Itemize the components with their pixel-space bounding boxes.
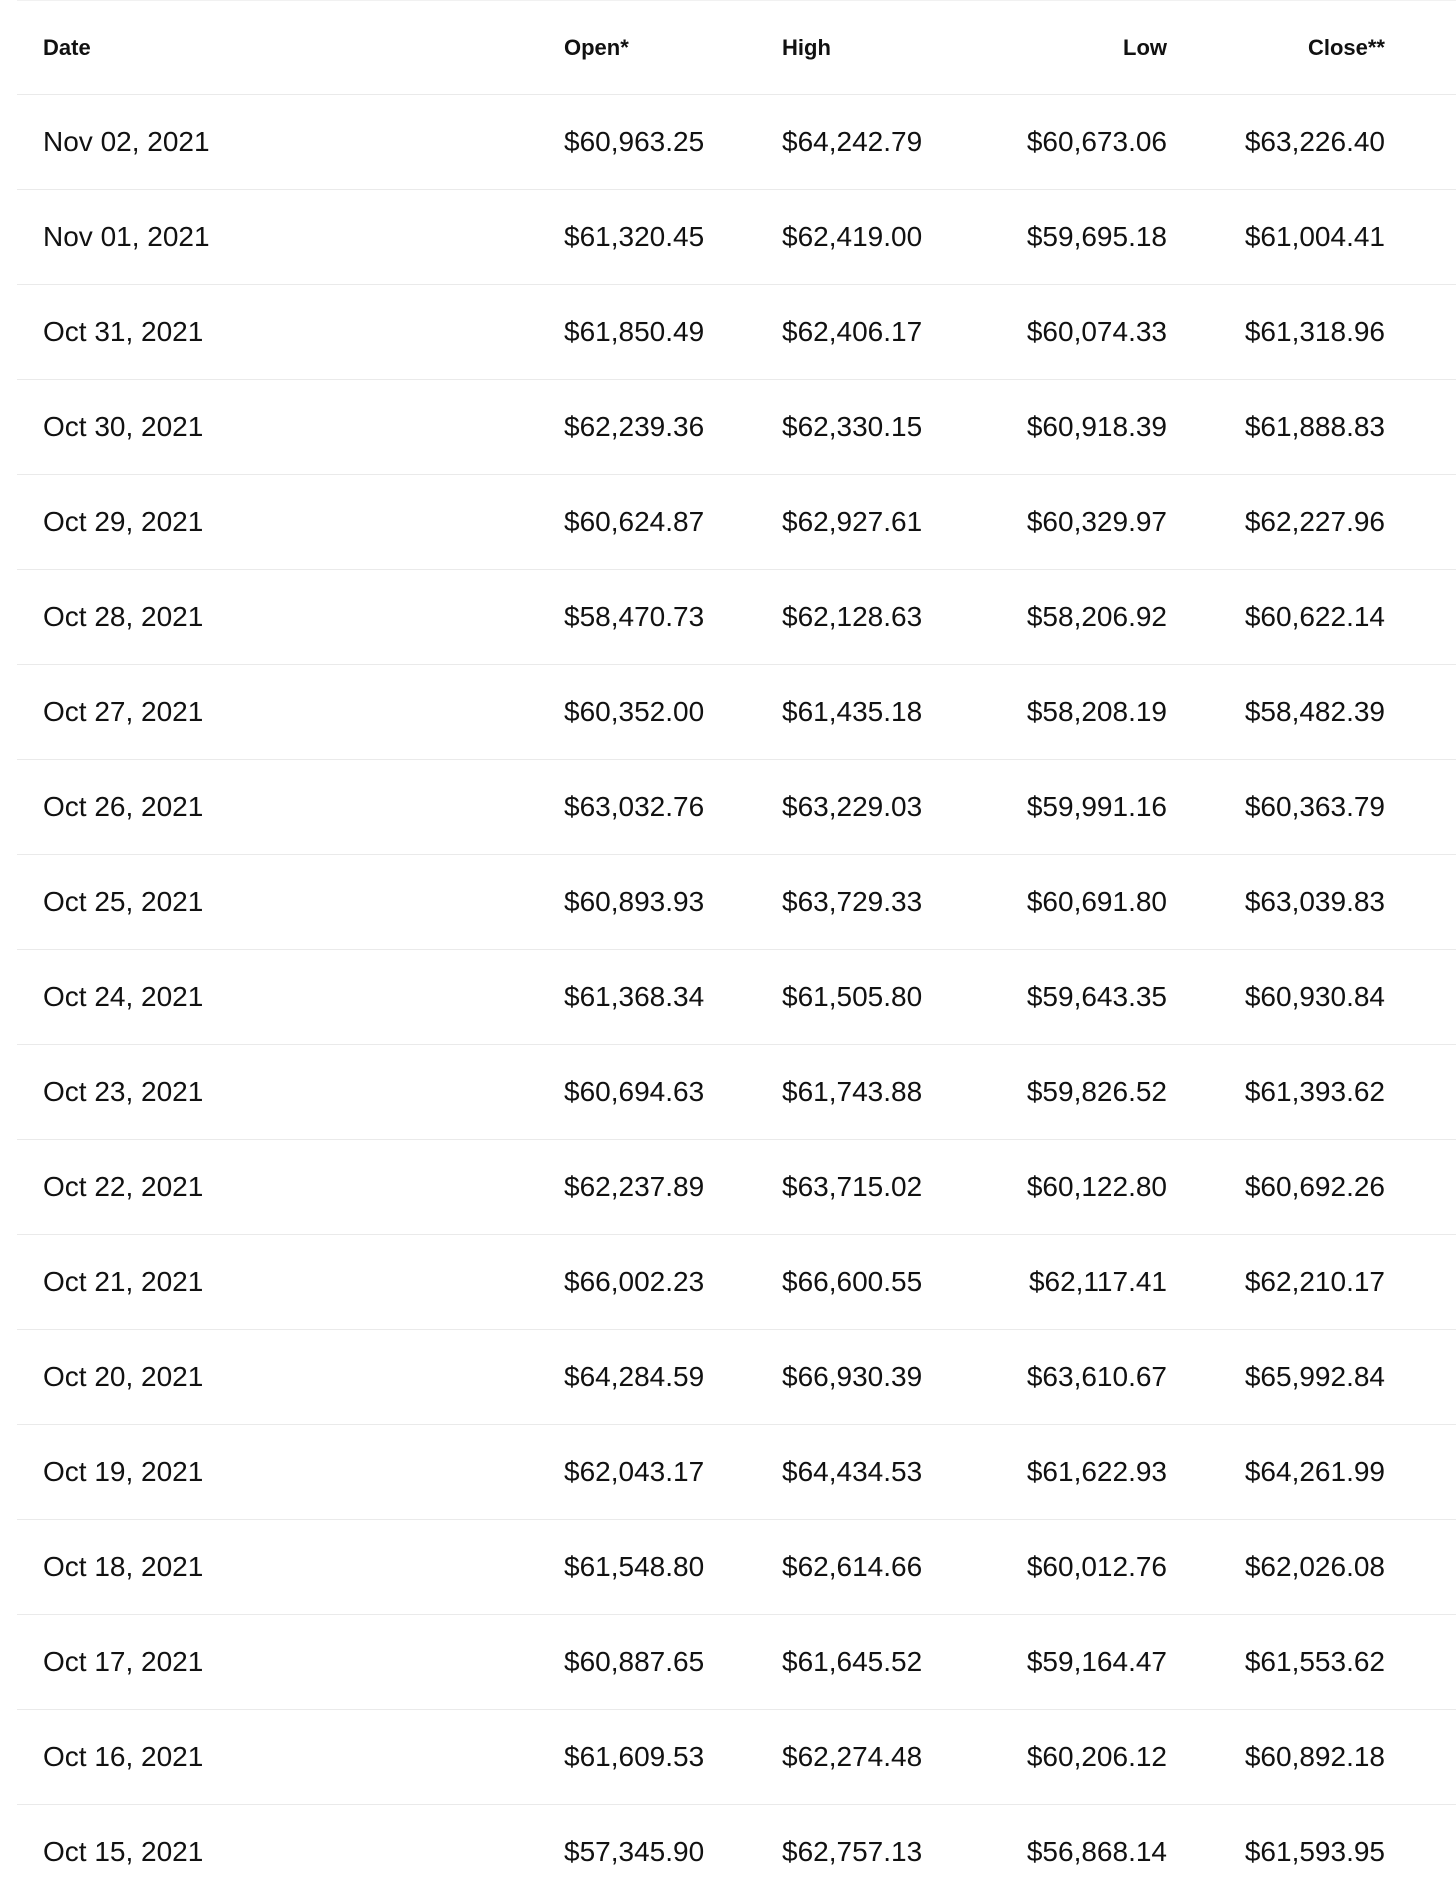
cell-open: $64,284.59 xyxy=(564,1361,705,1392)
cell-close: $62,227.96 xyxy=(1244,506,1385,537)
table-row xyxy=(17,1140,1456,1235)
cell-high: $61,435.18 xyxy=(782,696,923,727)
cell-close: $58,482.39 xyxy=(1244,696,1385,727)
cell-high: $62,406.17 xyxy=(782,316,923,347)
table-row xyxy=(17,285,1456,380)
cell-high: $62,274.48 xyxy=(782,1741,923,1772)
cell-date: Nov 01, 2021 xyxy=(43,221,210,252)
cell-low: $59,164.47 xyxy=(1026,1646,1167,1677)
table-row xyxy=(17,380,1456,475)
cell-high: $62,128.63 xyxy=(782,601,923,632)
cell-close: $61,553.62 xyxy=(1244,1646,1385,1677)
header-low[interactable]: Low xyxy=(1123,35,1167,60)
table-row xyxy=(17,1235,1456,1330)
cell-close: $61,318.96 xyxy=(1244,316,1385,347)
cell-low: $56,868.14 xyxy=(1026,1836,1167,1867)
header-close[interactable]: Close** xyxy=(1307,35,1385,60)
cell-open: $60,887.65 xyxy=(564,1646,705,1677)
cell-date: Oct 21, 2021 xyxy=(43,1266,204,1297)
cell-date: Oct 15, 2021 xyxy=(43,1836,204,1867)
cell-low: $58,208.19 xyxy=(1026,696,1167,727)
cell-open: $60,893.93 xyxy=(564,886,705,917)
cell-high: $63,715.02 xyxy=(782,1171,923,1202)
cell-close: $60,692.26 xyxy=(1244,1171,1385,1202)
cell-low: $63,610.67 xyxy=(1026,1361,1167,1392)
cell-date: Oct 23, 2021 xyxy=(43,1076,204,1107)
cell-high: $64,242.79 xyxy=(782,126,923,157)
cell-close: $65,992.84 xyxy=(1244,1361,1385,1392)
cell-low: $59,826.52 xyxy=(1026,1076,1167,1107)
cell-date: Oct 16, 2021 xyxy=(43,1741,204,1772)
cell-high: $62,614.66 xyxy=(782,1551,923,1582)
cell-low: $60,012.76 xyxy=(1026,1551,1167,1582)
cell-close: $60,622.14 xyxy=(1244,601,1385,632)
table-row xyxy=(17,190,1456,285)
table-row xyxy=(17,1330,1456,1425)
header-date[interactable]: Date xyxy=(43,35,91,60)
cell-close: $61,004.41 xyxy=(1244,221,1385,252)
cell-date: Oct 22, 2021 xyxy=(43,1171,204,1202)
table-row xyxy=(17,570,1456,665)
cell-date: Oct 31, 2021 xyxy=(43,316,204,347)
table-row xyxy=(17,95,1456,190)
table-row xyxy=(17,855,1456,950)
cell-open: $63,032.76 xyxy=(564,791,705,822)
cell-open: $60,352.00 xyxy=(564,696,705,727)
cell-high: $66,930.39 xyxy=(782,1361,923,1392)
cell-low: $59,695.18 xyxy=(1026,221,1167,252)
table-row xyxy=(17,475,1456,570)
cell-open: $61,609.53 xyxy=(564,1741,705,1772)
cell-close: $63,226.40 xyxy=(1244,126,1385,157)
cell-open: $61,850.49 xyxy=(564,316,705,347)
cell-high: $63,229.03 xyxy=(782,791,923,822)
table-row xyxy=(17,1710,1456,1805)
cell-close: $61,593.95 xyxy=(1244,1836,1385,1867)
table-row xyxy=(17,1615,1456,1710)
cell-date: Oct 29, 2021 xyxy=(43,506,204,537)
cell-low: $60,122.80 xyxy=(1026,1171,1167,1202)
table-row xyxy=(17,1425,1456,1520)
cell-open: $60,963.25 xyxy=(564,126,705,157)
cell-low: $60,206.12 xyxy=(1026,1741,1167,1772)
cell-high: $62,419.00 xyxy=(782,221,923,252)
cell-date: Oct 19, 2021 xyxy=(43,1456,204,1487)
cell-high: $63,729.33 xyxy=(782,886,923,917)
header-high[interactable]: High xyxy=(782,35,831,60)
cell-low: $59,643.35 xyxy=(1026,981,1167,1012)
table-row xyxy=(17,1045,1456,1140)
cell-date: Oct 20, 2021 xyxy=(43,1361,204,1392)
header-open[interactable]: Open* xyxy=(564,35,629,60)
cell-low: $60,918.39 xyxy=(1026,411,1167,442)
cell-high: $62,330.15 xyxy=(782,411,923,442)
cell-close: $61,888.83 xyxy=(1244,411,1385,442)
cell-open: $62,043.17 xyxy=(564,1456,705,1487)
cell-high: $61,743.88 xyxy=(782,1076,923,1107)
cell-close: $62,026.08 xyxy=(1244,1551,1385,1582)
cell-low: $61,622.93 xyxy=(1026,1456,1167,1487)
cell-date: Oct 30, 2021 xyxy=(43,411,204,442)
cell-high: $61,505.80 xyxy=(782,981,923,1012)
cell-open: $60,624.87 xyxy=(564,506,705,537)
cell-high: $64,434.53 xyxy=(782,1456,923,1487)
cell-open: $61,548.80 xyxy=(564,1551,705,1582)
cell-open: $60,694.63 xyxy=(564,1076,705,1107)
cell-date: Oct 28, 2021 xyxy=(43,601,204,632)
table-row xyxy=(17,1805,1456,1889)
cell-close: $63,039.83 xyxy=(1244,886,1385,917)
table-row xyxy=(17,950,1456,1045)
cell-open: $66,002.23 xyxy=(564,1266,705,1297)
table-header-row xyxy=(17,0,1456,95)
cell-open: $58,470.73 xyxy=(564,601,705,632)
cell-low: $62,117.41 xyxy=(1028,1266,1167,1297)
cell-date: Oct 25, 2021 xyxy=(43,886,204,917)
cell-high: $62,927.61 xyxy=(782,506,923,537)
historical-data-table xyxy=(17,0,1456,1889)
cell-date: Nov 02, 2021 xyxy=(43,126,210,157)
cell-open: $61,368.34 xyxy=(564,981,705,1012)
table-body xyxy=(17,95,1456,1889)
cell-close: $60,930.84 xyxy=(1244,981,1385,1012)
cell-date: Oct 26, 2021 xyxy=(43,791,204,822)
cell-low: $60,673.06 xyxy=(1026,126,1167,157)
cell-low: $60,074.33 xyxy=(1026,316,1167,347)
table-row xyxy=(17,1520,1456,1615)
cell-date: Oct 24, 2021 xyxy=(43,981,204,1012)
cell-close: $61,393.62 xyxy=(1244,1076,1385,1107)
cell-high: $61,645.52 xyxy=(782,1646,923,1677)
cell-open: $62,239.36 xyxy=(564,411,705,442)
cell-low: $60,329.97 xyxy=(1026,506,1167,537)
cell-open: $62,237.89 xyxy=(564,1171,705,1202)
cell-close: $64,261.99 xyxy=(1244,1456,1385,1487)
cell-date: Oct 17, 2021 xyxy=(43,1646,204,1677)
cell-high: $62,757.13 xyxy=(782,1836,923,1867)
table-row xyxy=(17,665,1456,760)
cell-high: $66,600.55 xyxy=(782,1266,923,1297)
cell-open: $61,320.45 xyxy=(564,221,705,252)
cell-date: Oct 18, 2021 xyxy=(43,1551,204,1582)
cell-low: $58,206.92 xyxy=(1026,601,1167,632)
cell-low: $59,991.16 xyxy=(1026,791,1167,822)
cell-close: $60,892.18 xyxy=(1244,1741,1385,1772)
cell-low: $60,691.80 xyxy=(1026,886,1167,917)
cell-open: $57,345.90 xyxy=(564,1836,705,1867)
cell-close: $60,363.79 xyxy=(1244,791,1385,822)
table-row xyxy=(17,760,1456,855)
cell-close: $62,210.17 xyxy=(1244,1266,1385,1297)
cell-date: Oct 27, 2021 xyxy=(43,696,204,727)
